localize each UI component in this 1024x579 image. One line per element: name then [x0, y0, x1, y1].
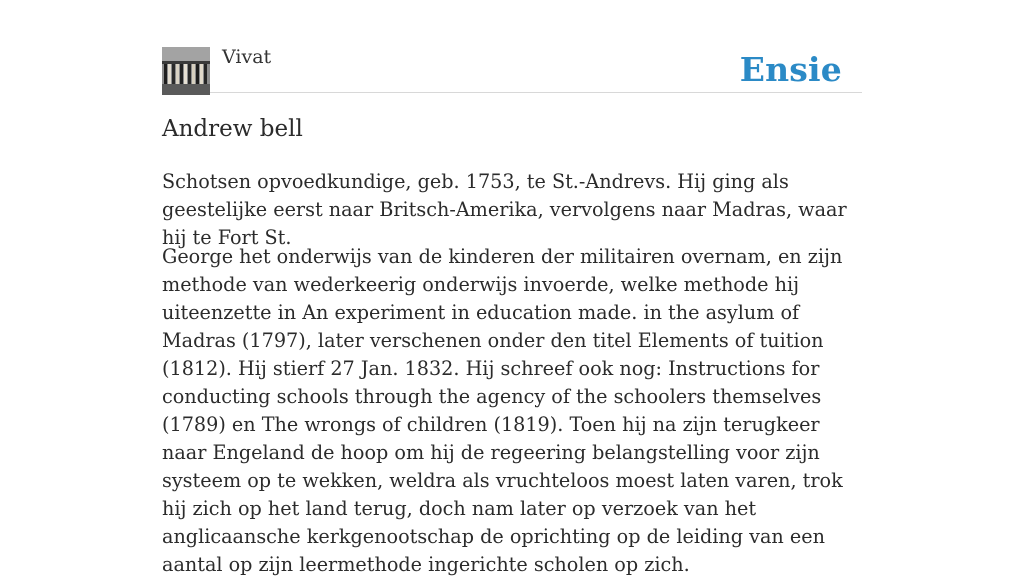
page	[162, 0, 862, 576]
article-paragraph-2: George het onderwijs van de kinderen der militairen overnam, en zijn methode van wederkeerig onderwijs invoerde, welke methode hij uiteenzette in An experiment in education made. in the asylum of Madras (1797), later verschenen onder den titel Elements of tuition (1812). Hij stierf 27 Jan. 1832. Hij schreef ook nog: Instructions for conducting schools through the agency of the schoolers themselves (1789) en The wrongs of children (1819). Toen hij na zijn terugkeer naar Engeland de hoop om hij de regeering belangstelling voor zijn systeem op te wekken, weldra als vruchteloos moest laten varen, trok hij zich op het land terug, doch nam later op verzoek van het anglicaansche kerkgenootschap de oprichting op de leiding van een aantal op zijn leermethode ingerichte scholen op zich.	[162, 245, 843, 576]
article-title: Andrew bell	[162, 116, 303, 142]
header	[162, 0, 862, 93]
brand-logo[interactable]: Ensie	[739, 50, 842, 89]
avatar[interactable]	[162, 47, 210, 95]
bookshelf-avatar-image	[162, 47, 210, 95]
article-paragraph-1: Schotsen opvoedkundige, geb. 1753, te St.-Andrevs. Hij ging als geestelijke eerst naar Britsch-Amerika, vervolgens naar Madras, waar hij te Fort St.	[162, 170, 847, 249]
author-name[interactable]: Vivat	[222, 46, 272, 68]
